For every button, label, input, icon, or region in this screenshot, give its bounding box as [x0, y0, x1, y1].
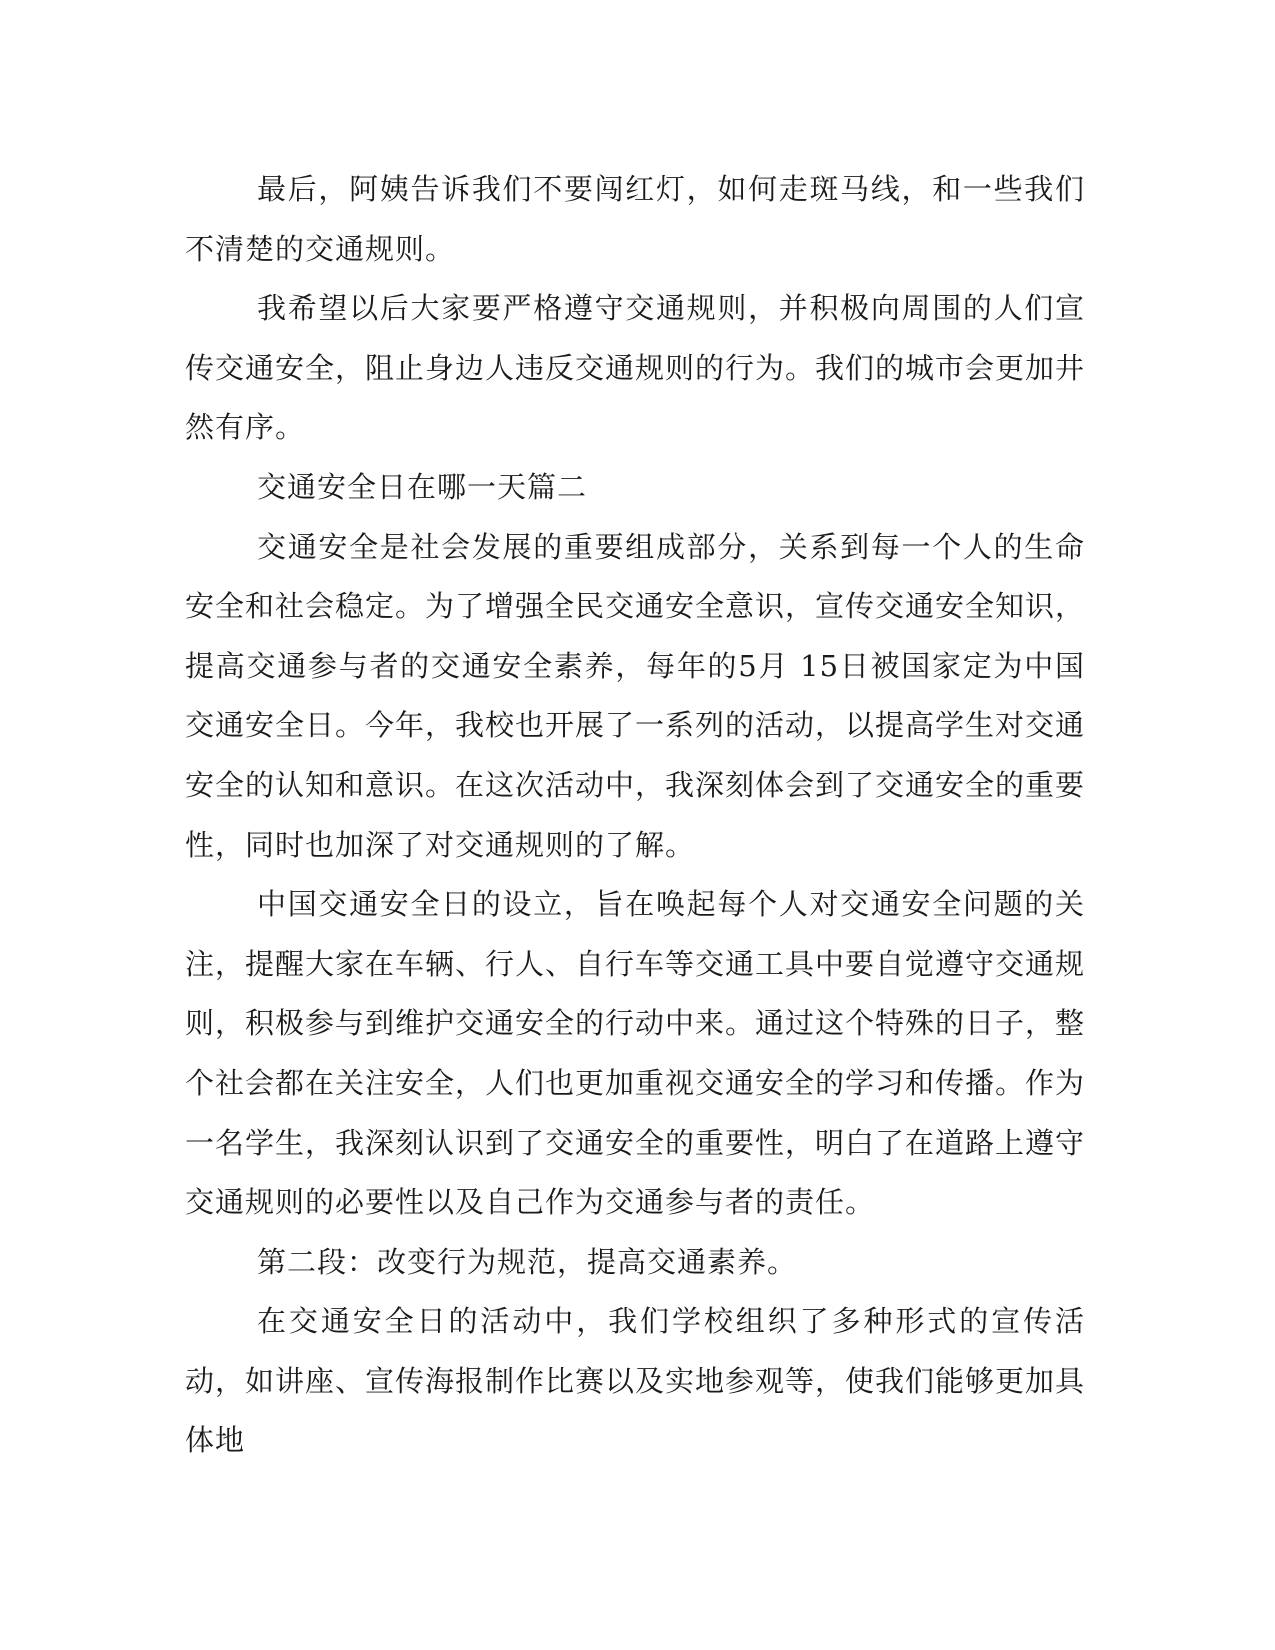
paragraph-intro-safety-day: 交通安全是社会发展的重要组成部分，关系到每一个人的生命安全和社会稳定。为了增强全民交通安全意识，宣传交通安全知识，提高交通参与者的交通安全素养，每年的5月 15日被国家定为中国交通安全日。今年，我校也开展了一系列的活动，以提高学生对交通安全的认知和意识。在这次活动中，我深刻体会到了交通安全的重要性，同时也加深了对交通规则的了解。	[185, 529, 1086, 862]
subsection-heading: 第二段：改变行为规范，提高交通素养。	[257, 1244, 798, 1279]
document-body	[185, 160, 1085, 1471]
paragraph-purpose: 中国交通安全日的设立，旨在唤起每个人对交通安全问题的关注，提醒大家在车辆、行人、自行车等交通工具中要自觉遵守交通规则，积极参与到维护交通安全的行动中来。通过这个特殊的日子，整个社会都在关注安全，人们也更加重视交通安全的学习和传播。作为一名学生，我深刻认识到了交通安全的重要性，明白了在道路上遵守交通规则的必要性以及自己作为交通参与者的责任。	[185, 887, 1086, 1220]
paragraph-hope: 我希望以后大家要严格遵守交通规则，并积极向周围的人们宣传交通安全，阻止身边人违反交通规则的行为。我们的城市会更加井然有序。	[185, 291, 1086, 445]
section-heading: 交通安全日在哪一天篇二	[257, 469, 588, 504]
paragraph-activities: 在交通安全日的活动中，我们学校组织了多种形式的宣传活动，如讲座、宣传海报制作比赛以及实地参观等，使我们能够更加具体地	[185, 1304, 1086, 1458]
paragraph-conclusion-auntie: 最后，阿姨告诉我们不要闯红灯，如何走斑马线，和一些我们不清楚的交通规则。	[185, 172, 1085, 266]
